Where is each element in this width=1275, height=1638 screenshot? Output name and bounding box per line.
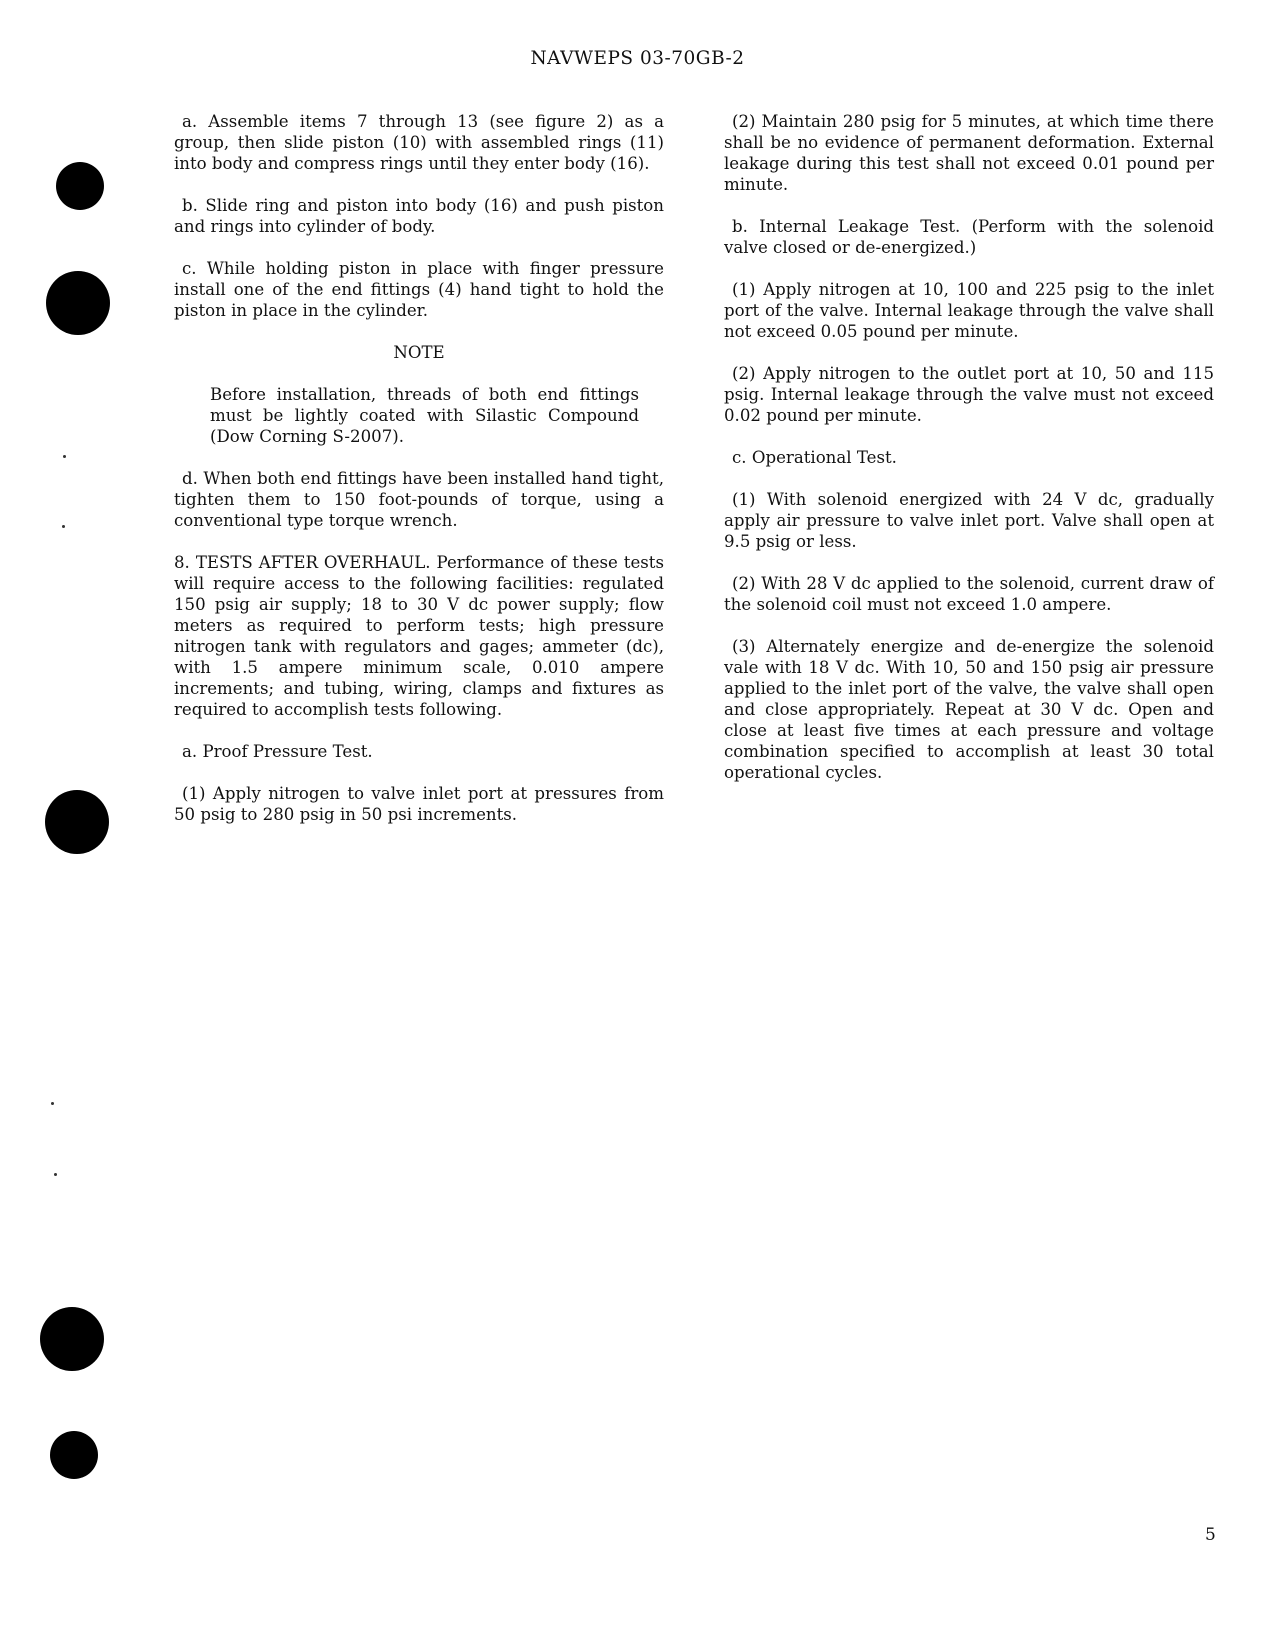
scan-speck bbox=[51, 1102, 54, 1105]
punch-hole bbox=[45, 790, 109, 854]
document-number: NAVWEPS 03-70GB-2 bbox=[530, 48, 745, 69]
internal-leakage-test-title: b. Internal Leakage Test. (Perform with the solenoid valve closed or de-energized.) bbox=[724, 217, 1214, 257]
operational-step-2: (2) With 28 V dc applied to the solenoid, current draw of the solenoid coil must not exceed 1.0 ampere. bbox=[724, 574, 1214, 614]
paragraph-7a: a. Assemble items 7 through 13 (see figure 2) as a group, then slide piston (10) with assembled rings (11) into body and compress rings until they enter body (16). bbox=[174, 112, 664, 173]
internal-leakage-step-1: (1) Apply nitrogen at 10, 100 and 225 psig to the inlet port of the valve. Internal leakage through the valve shall not exceed 0.05 pound per minute. bbox=[724, 280, 1214, 341]
note-body: Before installation, threads of both end fittings must be lightly coated with Silastic Compound (Dow Corning S-2007). bbox=[210, 385, 639, 446]
operational-test-title: c. Operational Test. bbox=[732, 448, 897, 467]
left-column bbox=[174, 111, 664, 846]
scan-speck bbox=[63, 455, 66, 458]
operational-step-3: (3) Alternately energize and de-energize the solenoid vale with 18 V dc. With 10, 50 and 150 psig air pressure applied to the inlet port of the valve, the valve shall open and close appropriately. Repeat at 30 V dc. Open and close at least five times at each pressure and voltage combination specified to accomplish at least 30 total operational cycles. bbox=[724, 637, 1214, 782]
proof-pressure-step-1: (1) Apply nitrogen to valve inlet port at pressures from 50 psig to 280 psig in 50 psi increments. bbox=[174, 784, 664, 824]
internal-leakage-step-2: (2) Apply nitrogen to the outlet port at 10, 50 and 115 psig. Internal leakage through the valve must not exceed 0.02 pound per minute. bbox=[724, 364, 1214, 425]
punch-hole bbox=[56, 162, 104, 210]
section-8-tests-after-overhaul: 8. TESTS AFTER OVERHAUL. Performance of these tests will require access to the following facilities: regulated 150 psig air supply; 18 to 30 V dc power supply; flow meters as required to perform tests; high pressure nitrogen tank with regulators and gages; ammeter (dc), with 1.5 ampere minimum scale, 0.010 ampere increments; and tubing, wiring, clamps and fixtures as required to accomplish tests following. bbox=[174, 553, 664, 719]
punch-hole bbox=[50, 1431, 98, 1479]
paragraph-7b: b. Slide ring and piston into body (16) and push piston and rings into cylinder of body. bbox=[174, 196, 664, 236]
punch-hole bbox=[40, 1307, 104, 1371]
paragraph-7d: d. When both end fittings have been installed hand tight, tighten them to 150 foot-pounds of torque, using a conventional type torque wrench. bbox=[174, 469, 664, 530]
proof-pressure-step-2: (2) Maintain 280 psig for 5 minutes, at which time there shall be no evidence of permanent deformation. External leakage during this test shall not exceed 0.01 pound per minute. bbox=[724, 112, 1214, 194]
proof-pressure-test-title: a. Proof Pressure Test. bbox=[182, 742, 373, 761]
right-column bbox=[724, 111, 1214, 804]
punch-hole bbox=[46, 271, 110, 335]
scan-speck bbox=[54, 1173, 57, 1176]
scan-speck bbox=[62, 525, 65, 528]
paragraph-7c: c. While holding piston in place with finger pressure install one of the end fittings (4) hand tight to hold the piston in place in the cylinder. bbox=[174, 259, 664, 320]
page-number: 5 bbox=[1205, 1525, 1216, 1545]
note-title: NOTE bbox=[393, 343, 445, 362]
operational-step-1: (1) With solenoid energized with 24 V dc, gradually apply air pressure to valve inlet port. Valve shall open at 9.5 psig or less. bbox=[724, 490, 1214, 551]
